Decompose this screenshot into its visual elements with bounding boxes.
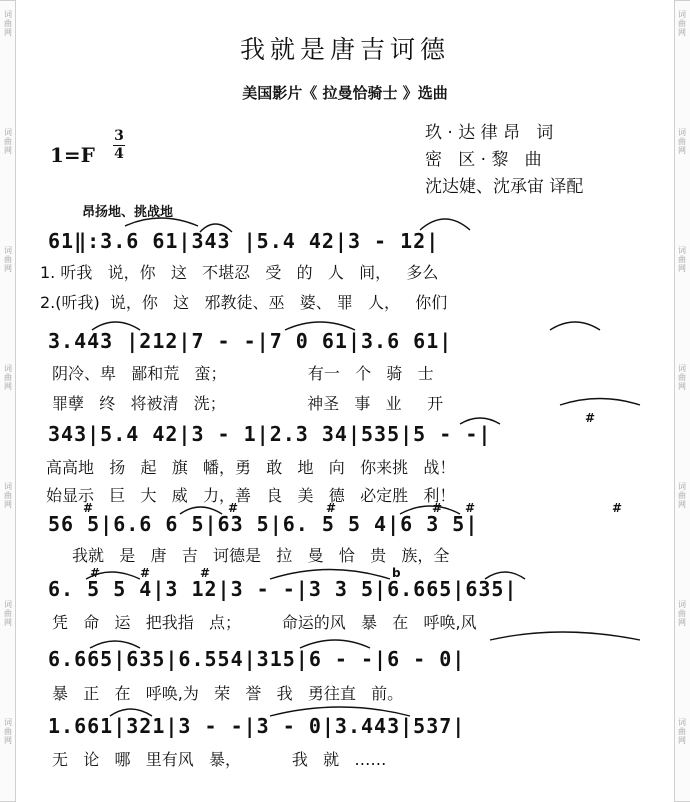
- slur-mark: [110, 709, 152, 716]
- watermark-text: 词 曲 网: [4, 364, 12, 391]
- lyric-line-1a: 1. 听我 说，你 这 不堪忍 受 的 人 间， 多么: [40, 263, 439, 282]
- slur-mark: [490, 632, 640, 640]
- watermark-text: 词 曲 网: [4, 482, 12, 509]
- lyric-line-3b: 始显示 巨 大 威 力，善 良 美 德 必定胜 利！: [46, 486, 456, 505]
- watermark-text: 词 曲 网: [678, 246, 686, 273]
- slur-mark: [420, 219, 470, 230]
- watermark-text: 词 曲 网: [678, 128, 686, 155]
- slur-mark: [125, 218, 198, 226]
- sharp-mark: #: [200, 566, 211, 580]
- key-signature: 1=F: [50, 143, 95, 167]
- translator-credit: 沈达婕、沈承宙 译配: [425, 177, 584, 197]
- sharp-mark: #: [140, 566, 151, 580]
- slur-mark: [460, 418, 500, 424]
- slur-mark: [200, 224, 232, 232]
- sharp-mark: #: [228, 501, 239, 515]
- lyric-line-6: 暴 正 在 呼唤,为 荣 誉 我 勇往直 前。: [52, 684, 404, 703]
- time-signature-top: 3: [114, 128, 124, 144]
- tempo-marking: 昂扬地、挑战地: [82, 205, 174, 220]
- slur-mark: [400, 506, 460, 514]
- lyric-line-5: 凭 命 运 把我指 点； 命运的风 暴 在 呼唤,风: [52, 613, 477, 632]
- watermark-text: 词 曲 网: [678, 600, 686, 627]
- watermark-text: 词 曲 网: [678, 364, 686, 391]
- watermark-text: 词 曲 网: [4, 128, 12, 155]
- flat-mark: b: [392, 566, 401, 580]
- notation-line-3: 343|5.4 42|3 - 1|2.3 34|535|5 - -|: [48, 422, 492, 446]
- notation-line-2: 3.443 |212|7 - -|7 0 61|3.6 61|: [48, 329, 453, 353]
- composer-credit: 密 区 · 黎 曲: [425, 150, 542, 170]
- song-title: 我就是唐吉诃德: [239, 35, 450, 64]
- slur-mark: [270, 570, 390, 580]
- watermark-text: 词 曲 网: [4, 10, 12, 37]
- lyric-line-2b: 罪孽 终 将被清 洗； 神圣 事 业 开: [52, 394, 444, 413]
- slur-mark: [92, 322, 140, 330]
- notation-line-4: 56 5|6.6 6 5|63 5|6. 5 5 4|6 3 5|: [48, 512, 479, 536]
- watermark-text: 词 曲 网: [4, 600, 12, 627]
- sharp-mark: #: [83, 501, 94, 515]
- lyric-line-2a: 阴冷、卑 鄙和荒 蛮； 有一 个 骑 士: [52, 364, 434, 383]
- watermark-text: 词 曲 网: [678, 10, 686, 37]
- slur-mark: [270, 707, 410, 716]
- sharp-mark: #: [612, 501, 623, 515]
- watermark-text: 词 曲 网: [678, 718, 686, 745]
- sharp-mark: #: [90, 566, 101, 580]
- slur-mark: [485, 572, 525, 579]
- watermark-text: 词 曲 网: [4, 718, 12, 745]
- lyricist-credit: 玖 · 达 律 昂 词: [425, 123, 554, 143]
- slur-mark: [180, 507, 222, 514]
- slur-mark: [285, 322, 355, 330]
- notation-line-7: 1.661|321|3 - -|3 - 0|3.443|537|: [48, 714, 466, 738]
- watermark-text: 词 曲 网: [4, 246, 12, 273]
- sharp-mark: #: [465, 501, 476, 515]
- lyric-line-7: 无 论 哪 里有风 暴， 我 就 ……: [52, 750, 387, 769]
- slur-mark: [560, 399, 640, 406]
- sharp-mark: #: [326, 501, 337, 515]
- watermark-text: 词 曲 网: [678, 482, 686, 509]
- lyric-line-3a: 高高地 扬 起 旗 幡，勇 敢 地 向 你来挑 战！: [46, 458, 456, 477]
- notation-line-5: 6. 5 5 4|3 12|3 - -|3 3 5|6.665|635|: [48, 577, 518, 601]
- sharp-mark: #: [585, 411, 596, 425]
- lyric-line-4: 我就 是 唐 吉 诃德是 拉 曼 恰 贵 族，全: [72, 546, 450, 565]
- sharp-mark: #: [432, 501, 443, 515]
- lyric-line-1b: 2.(听我) 说，你 这 邪教徒、巫 婆、 罪 人， 你们: [40, 293, 448, 312]
- slur-mark: [300, 640, 370, 648]
- song-subtitle: 美国影片《 拉曼恰骑士 》选曲: [242, 84, 448, 102]
- slur-mark: [90, 641, 140, 648]
- slur-mark: [550, 322, 600, 330]
- notation-line-6: 6.665|635|6.554|315|6 - -|6 - 0|: [48, 647, 466, 671]
- time-signature-bottom: 4: [114, 146, 124, 162]
- notation-line-1: 61‖:3.6 61|343 |5.4 42|3 - 12|: [48, 229, 440, 253]
